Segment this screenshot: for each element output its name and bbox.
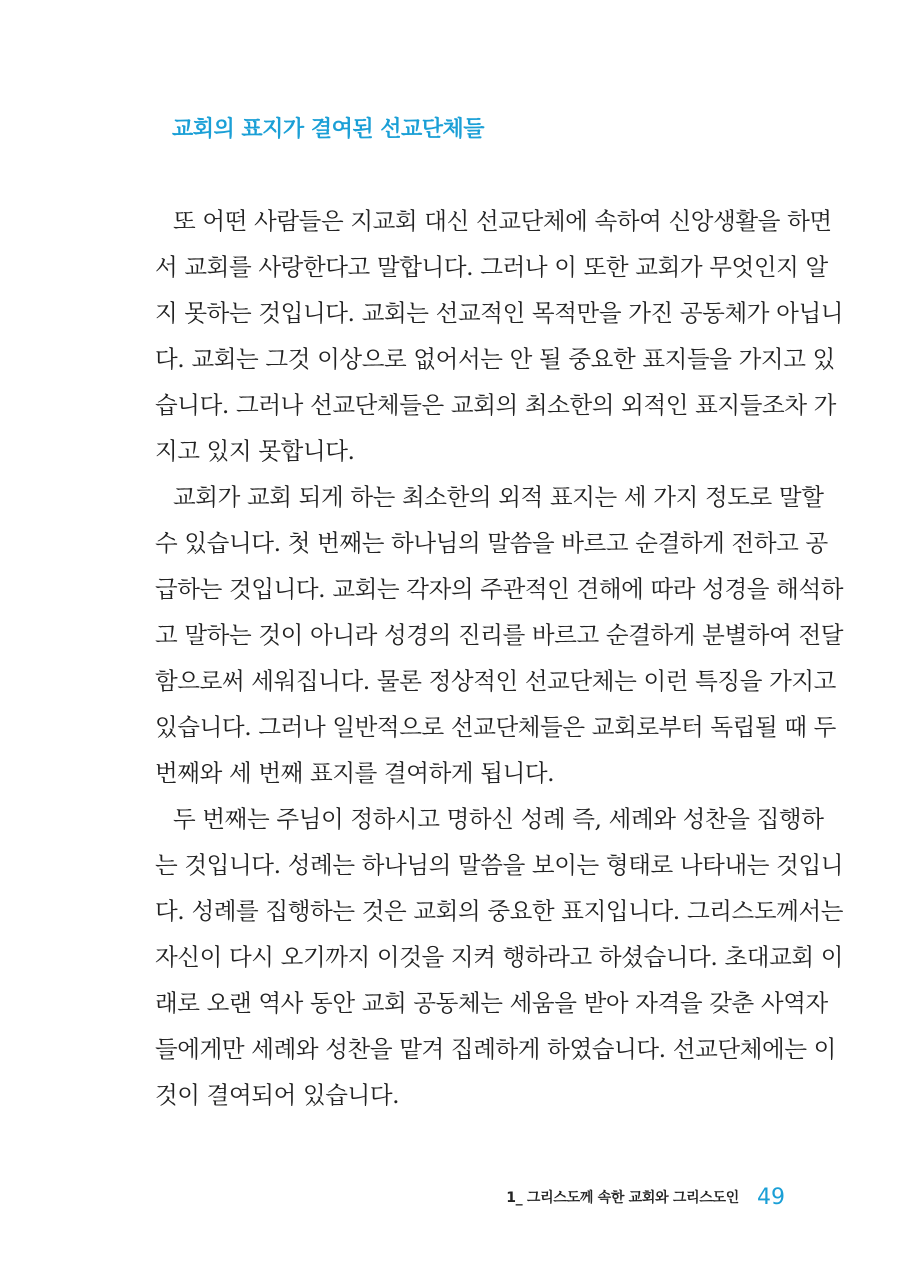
paragraph-3-line-6: 들에게만 세례와 성찬을 맡겨 집례하게 하였습니다. 선교단체에는 이 [155, 1035, 836, 1063]
paragraph-3-line-4: 자신이 다시 오기까지 이것을 지켜 행하라고 하셨습니다. 초대교회 이 [155, 943, 844, 971]
page-number: 49 [757, 1184, 785, 1210]
paragraph-2-line-5: 함으로써 세워집니다. 물론 정상적인 선교단체는 이런 특징을 가지고 [155, 667, 836, 695]
chapter-title: 1_ 그리스도께 속한 교회와 그리스도인 [506, 1190, 739, 1206]
paragraph-2-line-6: 있습니다. 그러나 일반적으로 선교단체들은 교회로부터 독립될 때 두 [155, 713, 836, 741]
paragraph-2-line-1: 교회가 교회 되게 하는 최소한의 외적 표지는 세 가지 정도로 말할 [173, 483, 824, 511]
page-footer [480, 1180, 785, 1214]
paragraph-3-line-1: 두 번째는 주님이 정하시고 명하신 성례 즉, 세례와 성찬을 집행하 [173, 805, 824, 833]
section-heading: 교회의 표지가 결여된 선교단체들 [172, 117, 485, 142]
paragraph-2-line-3: 급하는 것입니다. 교회는 각자의 주관적인 견해에 따라 성경을 해석하 [155, 575, 844, 603]
paragraph-1-line-6: 지고 있지 못합니다. [155, 437, 355, 465]
paragraph-1-line-2: 서 교회를 사랑한다고 말합니다. 그러나 이 또한 교회가 무엇인지 알 [155, 253, 828, 281]
body-text [155, 198, 844, 1118]
paragraph-2-line-4: 고 말하는 것이 아니라 성경의 진리를 바르고 순결하게 분별하여 전달 [155, 621, 844, 649]
paragraph-1-line-1: 또 어떤 사람들은 지교회 대신 선교단체에 속하여 신앙생활을 하면 [173, 207, 832, 235]
paragraph-1-line-5: 습니다. 그러나 선교단체들은 교회의 최소한의 외적인 표지들조차 가 [155, 391, 836, 419]
paragraph-3-line-5: 래로 오랜 역사 동안 교회 공동체는 세움을 받아 자격을 갖춘 사역자 [155, 989, 828, 1017]
paragraph-2-line-2: 수 있습니다. 첫 번째는 하나님의 말씀을 바르고 순결하게 전하고 공 [155, 529, 828, 557]
paragraph-1-line-4: 다. 교회는 그것 이상으로 없어서는 안 될 중요한 표지들을 가지고 있 [155, 345, 835, 373]
paragraph-3-line-2: 는 것입니다. 성례는 하나님의 말씀을 보이는 형태로 나타내는 것입니 [155, 851, 844, 879]
paragraph-3-line-3: 다. 성례를 집행하는 것은 교회의 중요한 표지입니다. 그리스도께서는 [155, 897, 844, 925]
paragraph-1-line-3: 지 못하는 것입니다. 교회는 선교적인 목적만을 가진 공동체가 아닙니 [155, 299, 844, 327]
paragraph-2-line-7: 번째와 세 번째 표지를 결여하게 됩니다. [155, 759, 555, 787]
paragraph-3-line-7: 것이 결여되어 있습니다. [155, 1081, 400, 1109]
